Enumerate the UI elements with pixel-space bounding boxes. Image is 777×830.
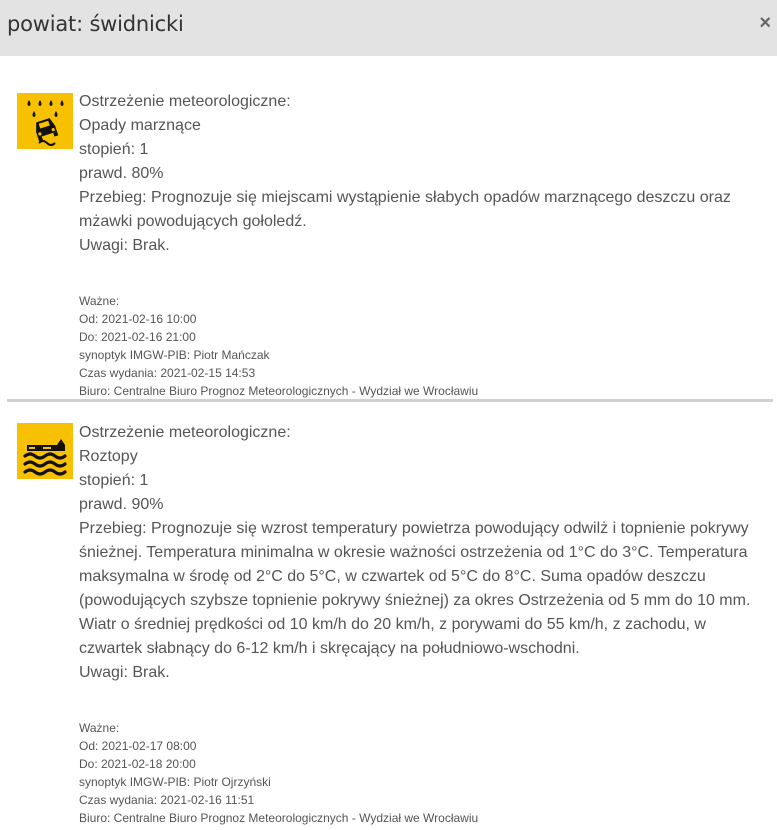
meta-office: Biuro: Centralne Biuro Prognoz Meteorologicznych - Wydział we Wrocławiu bbox=[79, 384, 479, 398]
warning-thaw bbox=[0, 402, 777, 827]
warning-degree: stopień: 1 bbox=[79, 472, 149, 489]
warning-probability: prawd. 90% bbox=[79, 496, 164, 513]
warning-meta bbox=[79, 292, 769, 400]
warning-heading: Ostrzeżenie meteorologiczne: bbox=[79, 93, 291, 110]
meta-valid-to: Do: 2021-02-18 20:00 bbox=[79, 757, 196, 771]
warning-phenomenon: Opady marznące bbox=[79, 117, 201, 134]
warning-content bbox=[79, 90, 769, 400]
warning-course: Przebieg: Prognozuje się miejscami wystąpienie słabych opadów marznącego deszczu oraz mżawki powodujących gołoledź. bbox=[79, 189, 731, 230]
meta-valid-to: Do: 2021-02-16 21:00 bbox=[79, 330, 196, 344]
popup-header bbox=[0, 0, 777, 56]
meta-important-label: Ważne: bbox=[79, 294, 120, 308]
meta-valid-from: Od: 2021-02-16 10:00 bbox=[79, 312, 197, 326]
warning-freezing-rain bbox=[0, 56, 777, 399]
warning-phenomenon: Roztopy bbox=[79, 448, 138, 465]
meta-valid-from: Od: 2021-02-17 08:00 bbox=[79, 739, 197, 753]
meta-forecaster: synoptyk IMGW-PIB: Piotr Mańczak bbox=[79, 348, 270, 362]
warning-content bbox=[79, 421, 769, 827]
warning-degree: stopień: 1 bbox=[79, 141, 149, 158]
warning-course: Przebieg: Prognozuje się wzrost temperatury powietrza powodujący odwilż i topnienie pokrywy śnieżnej. Temperatura minimalna w okresie ważności ostrzeżenia od 1°C do 3°C. Temperatura maksymalna w środę od 2°C do 5°C, w czwartek od 5°C do 8°C. Suma opadów deszczu (powodujących szybsze topnienie pokrywy śnieżnej) za okres Ostrzeżenia od 5 mm do 10 mm. Wiatr o średniej prędkości od 10 km/h do 20 km/h, z porywami do 55 km/h, z zachodu, w czwartek słabnący do 6-12 km/h i skręcający na południowo-wschodni. bbox=[79, 520, 751, 657]
county-title: powiat: świdnicki bbox=[7, 12, 184, 36]
warning-heading: Ostrzeżenie meteorologiczne: bbox=[79, 424, 291, 441]
meta-issued: Czas wydania: 2021-02-16 11:51 bbox=[79, 793, 255, 807]
freezing-rain-car-icon bbox=[17, 93, 73, 149]
close-button[interactable]: × bbox=[759, 12, 771, 34]
meta-important-label: Ważne: bbox=[79, 721, 120, 735]
warning-meta bbox=[79, 719, 769, 827]
warning-probability: prawd. 80% bbox=[79, 165, 164, 182]
meta-office: Biuro: Centralne Biuro Prognoz Meteorologicznych - Wydział we Wrocławiu bbox=[79, 811, 479, 825]
meta-issued: Czas wydania: 2021-02-15 14:53 bbox=[79, 366, 256, 380]
meta-forecaster: synoptyk IMGW-PIB: Piotr Ojrzyński bbox=[79, 775, 271, 789]
warning-remarks: Uwagi: Brak. bbox=[79, 237, 170, 254]
thaw-water-icon bbox=[17, 423, 73, 479]
warning-remarks: Uwagi: Brak. bbox=[79, 664, 170, 681]
